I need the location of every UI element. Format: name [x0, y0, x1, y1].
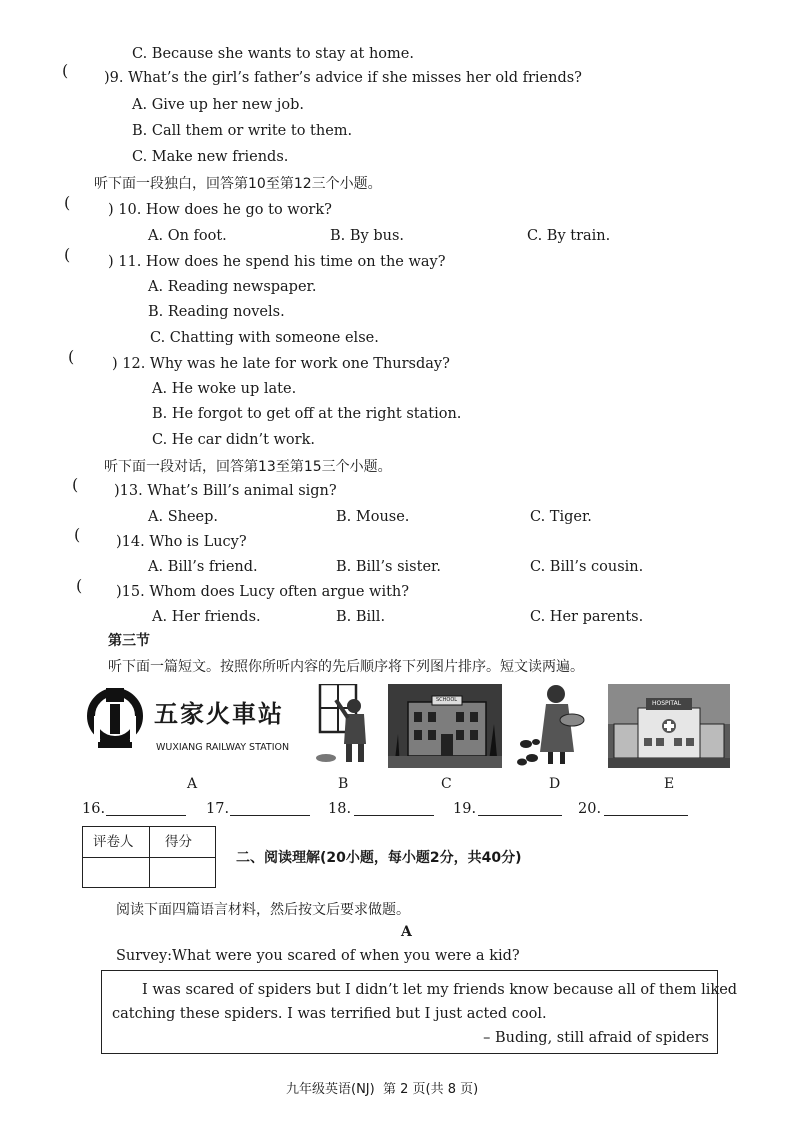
station-name-cn: 五家火車站 [154, 699, 284, 728]
q12-option-c: C. He car didn’t work. [152, 432, 315, 448]
q14-option-c: C. Bill’s cousin. [530, 559, 644, 575]
q15-option-b: B. Bill. [336, 609, 386, 625]
q12-option-b: B. He forgot to get off at the right station. [152, 406, 462, 422]
passage-letter: A [401, 924, 412, 940]
picture-label-e: E [664, 776, 675, 792]
blank-18-input[interactable] [354, 815, 434, 816]
monologue-intro: 听下面一段独白，回答第10至第12三个小题。 [94, 176, 382, 192]
q9-option-a: A. Give up her new job. [132, 97, 305, 113]
page-footer: 九年级英语(NJ) 第 2 页(共 8 页) [286, 1082, 479, 1097]
q15-answer-paren[interactable]: ( [76, 576, 83, 595]
picture-d-feeding-chickens [516, 682, 592, 768]
picture-label-c: C [441, 776, 452, 792]
section3-heading: 第三节 [108, 633, 150, 649]
picture-b-cleaning-window [314, 684, 372, 764]
q13-option-c: C. Tiger. [530, 509, 592, 525]
blank-18-label: 18. [328, 801, 352, 817]
q9-option-c: C. Make new friends. [132, 149, 289, 165]
hospital-sign: HOSPITAL [652, 700, 682, 707]
q10-option-c: C. By train. [527, 228, 611, 244]
picture-label-a: A [187, 776, 198, 792]
q10-answer-paren[interactable]: ( [64, 193, 71, 212]
q13-answer-paren[interactable]: ( [72, 475, 79, 494]
survey-prompt: Survey:What were you scared of when you were a kid? [116, 948, 520, 964]
q14-answer-paren[interactable]: ( [74, 525, 81, 544]
q9-question: )9. What’s the girl’s father’s advice if she misses her old friends? [104, 70, 582, 86]
part2-instruction: 阅读下面四篇语言材料，然后按文后要求做题。 [116, 902, 410, 918]
q10-option-b: B. By bus. [330, 228, 405, 244]
q8-option-c: C. Because she wants to stay at home. [132, 46, 414, 62]
blank-17-input[interactable] [230, 815, 310, 816]
score-value-cell[interactable] [151, 858, 215, 887]
q12-question: ) 12. Why was he late for work one Thursday? [112, 356, 450, 372]
survey-signature: – Buding, still afraid of spiders [483, 1030, 709, 1046]
dialogue-intro: 听下面一段对话，回答第13至第15三个小题。 [104, 459, 392, 475]
q15-option-c: C. Her parents. [530, 609, 644, 625]
survey-line-1: I was scared of spiders but I didn’t let my friends know because all of them liked [142, 982, 738, 998]
picture-c-school [388, 684, 502, 768]
score-table [82, 826, 216, 888]
picture-a-railway-station [84, 682, 302, 764]
q12-answer-paren[interactable]: ( [68, 347, 75, 366]
survey-box [101, 970, 738, 1054]
blank-16-input[interactable] [106, 815, 186, 816]
picture-label-b: B [338, 776, 349, 792]
picture-e-hospital [608, 684, 730, 768]
blank-19-label: 19. [453, 801, 477, 817]
q10-option-a: A. On foot. [148, 228, 227, 244]
q13-question: )13. What’s Bill’s animal sign? [114, 483, 337, 499]
score-table-reviewer: 评卷人 [93, 834, 134, 850]
q10-question: ) 10. How does he go to work? [108, 202, 332, 218]
picture-label-d: D [549, 776, 561, 792]
q9-answer-paren[interactable]: ( [62, 61, 69, 80]
q11-option-b: B. Reading novels. [148, 304, 285, 320]
q13-option-b: B. Mouse. [336, 509, 410, 525]
q11-answer-paren[interactable]: ( [64, 245, 71, 264]
q15-question: )15. Whom does Lucy often argue with? [116, 584, 410, 600]
q11-question: ) 11. How does he spend his time on the way? [108, 254, 446, 270]
q9-option-b: B. Call them or write to them. [132, 123, 353, 139]
blank-16-label: 16. [82, 801, 106, 817]
q14-question: )14. Who is Lucy? [116, 534, 247, 550]
q12-option-a: A. He woke up late. [152, 381, 297, 397]
blank-20-label: 20. [578, 801, 602, 817]
blank-19-input[interactable] [478, 815, 562, 816]
q15-option-a: A. Her friends. [152, 609, 261, 625]
q11-option-a: A. Reading newspaper. [148, 279, 317, 295]
survey-line-2: catching these spiders. I was terrified but I just acted cool. [112, 1006, 547, 1022]
station-name-en: WUXIANG RAILWAY STATION [156, 742, 290, 753]
score-table-score: 得分 [165, 834, 192, 850]
railway-logo-icon [84, 686, 146, 756]
q11-option-c: C. Chatting with someone else. [150, 330, 379, 346]
section3-instruction: 听下面一篇短文。按照你所听内容的先后顺序将下列图片排序。短文读两遍。 [108, 659, 584, 675]
score-reviewer-cell[interactable] [83, 858, 148, 887]
q14-option-b: B. Bill’s sister. [336, 559, 441, 575]
part2-title: 二、阅读理解(20小题，每小题2分，共40分) [236, 850, 522, 866]
school-sign: SCHOOL [436, 697, 458, 703]
blank-17-label: 17. [206, 801, 230, 817]
q14-option-a: A. Bill’s friend. [148, 559, 258, 575]
q13-option-a: A. Sheep. [148, 509, 219, 525]
blank-20-input[interactable] [604, 815, 688, 816]
